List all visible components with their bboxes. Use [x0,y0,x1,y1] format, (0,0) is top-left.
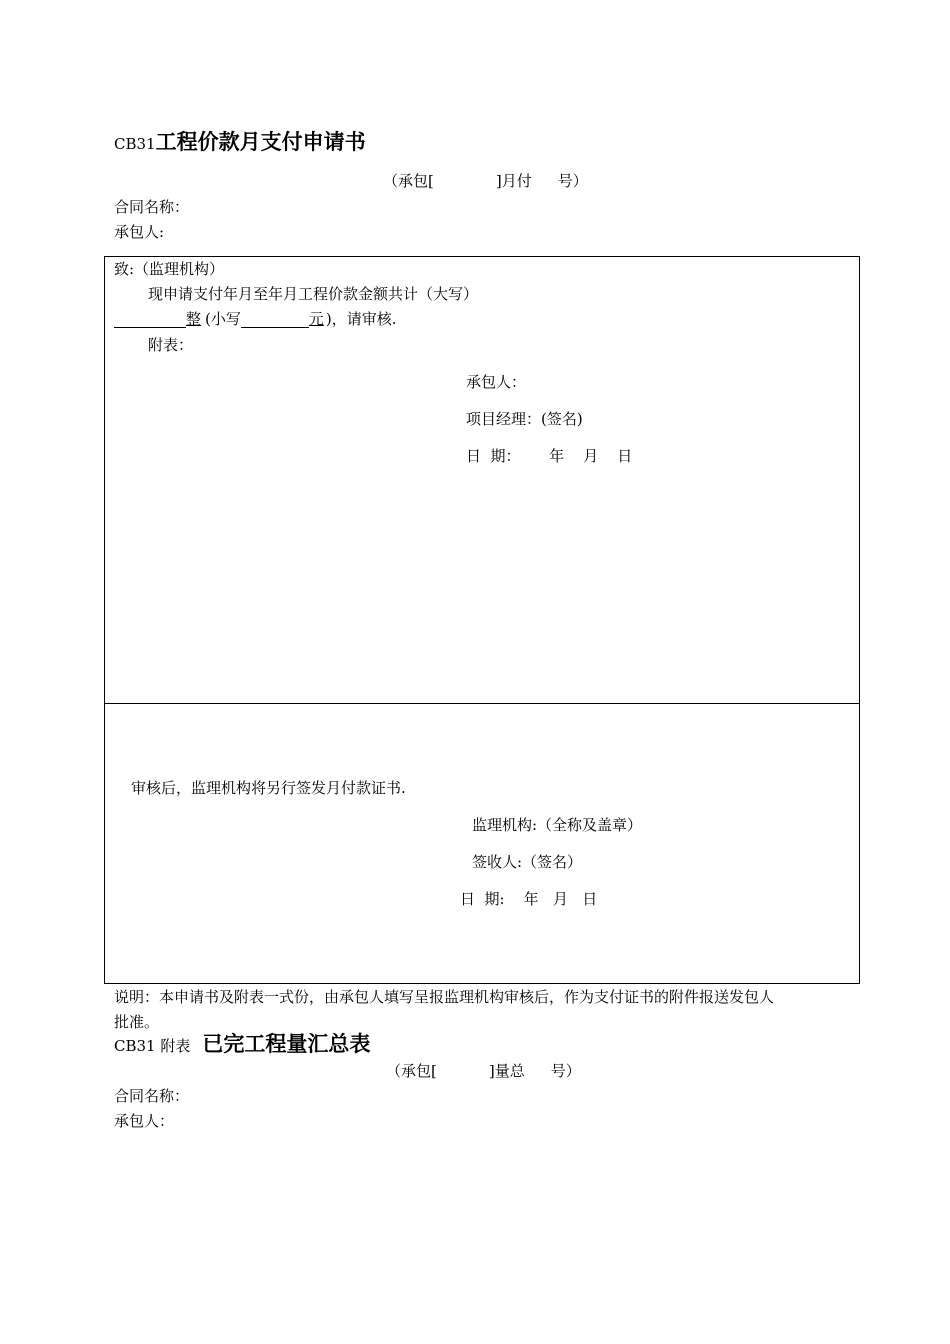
applicant-contractor-label: 承包人： [466,373,527,391]
attachment-label: 附表： [148,336,194,354]
zheng-label: 整 [186,310,202,328]
receiver-label: 签收人:（签名） [472,853,583,871]
application-date-line: 日 期： 年 月 日 [466,447,633,465]
application-body-line: 现申请支付年月至年月工程价款金额共计（大写） [148,285,479,303]
form-title: 工程价款月支付申请书 [155,130,366,154]
contract-name-label: 合同名称： [114,198,190,216]
appendix-number-suffix: 号） [550,1062,581,1080]
capital-amount-blank[interactable] [114,311,186,328]
form-code: CB31 [114,135,156,153]
form-number-line [383,172,588,190]
explanation-line-2: 批准。 [114,1013,160,1031]
amount-line [114,310,397,328]
amount-close: )，请审核. [325,310,397,328]
project-manager-label: 项目经理：(签名) [466,410,583,428]
appendix-contractor-label: 承包人： [114,1112,175,1130]
to-line: 致:（监理机构） [114,260,225,278]
appendix-title-row [114,1032,370,1057]
small-amount-blank[interactable] [241,311,309,328]
contractor-label: 承包人: [114,223,165,241]
appendix-title: 已完工程量汇总表 [202,1032,371,1056]
form-title-row [114,130,366,155]
explanation-line-1: 说明：本申请书及附表一式份，由承包人填写呈报监理机构审核后，作为支付证书的附件报送发包人 [114,988,775,1006]
number-suffix: 号） [557,172,588,190]
appendix-contract-name-label: 合同名称： [114,1087,190,1105]
supervision-org-label: 监理机构:（全称及盖章） [472,816,643,834]
small-amount-open: (小写 [205,310,241,328]
yuan-label: 元 [308,310,324,328]
review-box [104,703,860,984]
appendix-number-prefix: （承包[ [386,1062,437,1080]
appendix-number-line [386,1062,581,1080]
review-note: 审核后，监理机构将另行签发月付款证书. [131,779,406,797]
review-date-line: 日 期: 年 月 日 [460,890,598,908]
number-prefix: （承包[ [383,172,434,190]
number-middle: ]月付 [495,172,532,190]
appendix-code: CB31 附表 [114,1037,191,1055]
appendix-number-middle: ]量总 [488,1062,525,1080]
